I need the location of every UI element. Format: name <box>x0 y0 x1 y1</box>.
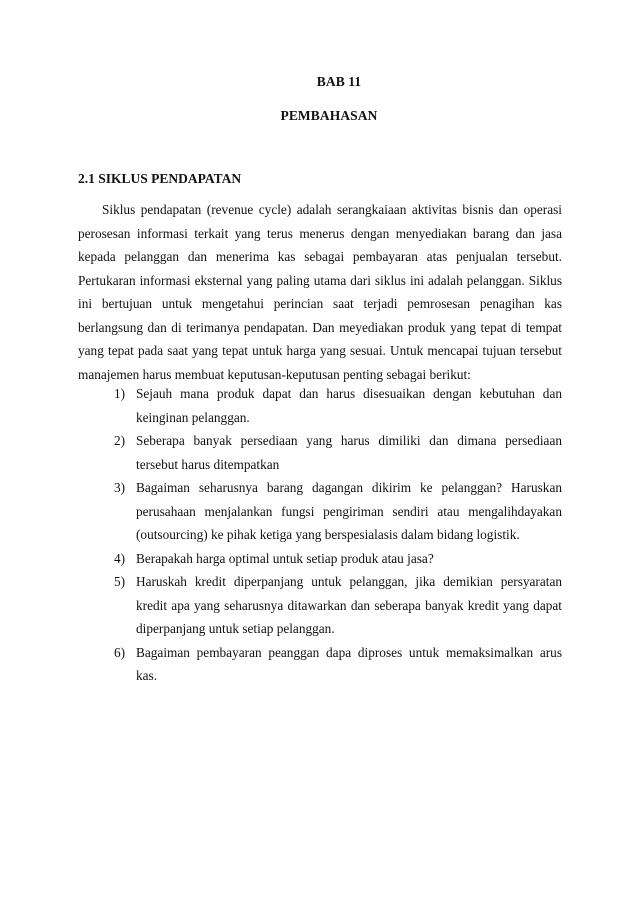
chapter-title: PEMBAHASAN <box>280 108 378 123</box>
body-paragraph: Siklus pendapatan (revenue cycle) adalah serangkaiaan aktivitas bisnis dan operasi perosesan informasi terkait yang terus menerus dengan menyediakan barang dan jasa kepada pelanggan dan menerima kas sebagai pembayaran atas penjualan tersebut. Pertukaran informasi eksternal yang paling utama dari siklus ini adalah pelanggan. Siklus ini bertujuan untuk mengetahui perincian saat terjadi pemrosesan penagihan kas berlangsung dan di terimanya pendapatan. Dan meyediakan produk yang tepat di tempat yang tepat pada saat yang tepat untuk harga yang sesuai. Untuk mencapai tujuan tersebut manajemen harus membuat keputusan-keputusan penting sebagai berikut: <box>78 202 562 382</box>
list-item-text: Bagaiman seharusnya barang dagangan dikirim ke pelanggan? Haruskan perusahaan menjalankan fungsi pengiriman sendiri atau mengalihdayakan (outsourcing) ke pihak ketiga yang berspesialasis dalam bidang logistik. <box>136 480 562 542</box>
list-item-text: Sejauh mana produk dapat dan harus disesuaikan dengan kebutuhan dan keinginan pelanggan. <box>136 386 562 425</box>
list-item <box>96 476 562 547</box>
list-item <box>96 382 562 429</box>
list-item <box>96 641 562 688</box>
decision-list <box>96 382 562 688</box>
list-item-number: 6) <box>114 644 126 660</box>
chapter-label: BAB 11 <box>316 74 362 89</box>
section-heading: 2.1 SIKLUS PENDAPATAN <box>78 171 242 186</box>
list-item-number: 1) <box>114 386 126 401</box>
list-item-text: Haruskah kredit diperpanjang untuk pelanggan, jika demikian persyaratan kredit apa yang seharusnya ditawarkan dan seberapa banyak kredit yang dapat diperpanjang untuk setiap pelanggan. <box>136 574 562 636</box>
list-item <box>96 429 562 476</box>
list-item-text: Berapakah harga optimal untuk setiap produk atau jasa? <box>136 550 434 566</box>
list-item-text: Bagaiman pembayaran peanggan dapa diproses untuk memaksimalkan arus kas. <box>136 644 562 683</box>
list-item-number: 5) <box>114 574 126 589</box>
list-item-text: Seberapa banyak persediaan yang harus dimiliki dan dimana persediaan tersebut harus ditempatkan <box>136 433 562 472</box>
list-item-number: 4) <box>114 550 126 566</box>
list-item <box>96 547 562 571</box>
list-item <box>96 570 562 641</box>
list-item-number: 3) <box>114 480 126 495</box>
list-item-number: 2) <box>114 433 126 448</box>
